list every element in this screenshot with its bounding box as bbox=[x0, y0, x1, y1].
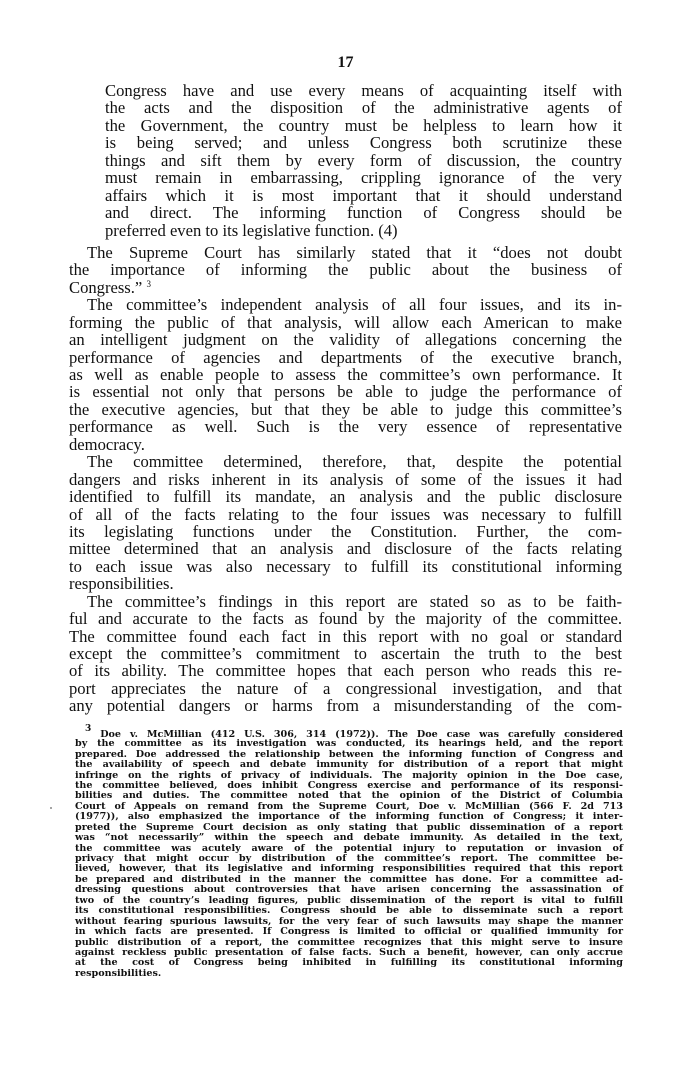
page-number: 17 bbox=[337, 54, 354, 71]
footnote-line: Court of Appeals on remand from the Supreme Court, Doe v. McMillian (566 F. 2d 713 bbox=[75, 800, 623, 812]
paragraph-line: forming the public of that analysis, will allow each American to make bbox=[69, 312, 622, 332]
paragraph-line: the executive agencies, but that they be able to judge this committee’s bbox=[69, 399, 622, 419]
paragraph-supreme-court bbox=[69, 244, 622, 296]
paragraph-line: The committee found each fact in this report with no goal or standard bbox=[69, 626, 622, 646]
paragraph-independent-analysis bbox=[69, 296, 622, 453]
paragraph-line-with-ref bbox=[69, 279, 622, 296]
quote-line: the Government, the country must be helpless to learn how it bbox=[105, 115, 622, 135]
paragraph-line: performance as well. Such is the very essence of representative bbox=[69, 417, 622, 437]
footnote-line: responsibilities. bbox=[75, 967, 162, 979]
paragraph-line: of its ability. The committee hopes that each person who reads this re- bbox=[69, 661, 622, 681]
footnote-line: bilities and duties. The committee noted that the opinion of the District of Columbia bbox=[75, 790, 623, 802]
footnote-3 bbox=[75, 723, 624, 980]
paragraph-line: to each issue was also necessary to fulfill its constitutional informing bbox=[69, 556, 622, 576]
footnote-marker: 3 bbox=[85, 723, 92, 734]
footnote-line: was “not necessarily” within the speech and debate immunity. As detailed in the text, bbox=[75, 832, 623, 844]
paragraph-committee-findings bbox=[69, 593, 622, 715]
paragraph-line: The Supreme Court has similarly stated that it “does not doubt bbox=[87, 242, 622, 262]
footnote-line: in which facts are presented. If Congress is limited to official or qualified immunity for bbox=[75, 926, 623, 938]
footnote-line: prepared. Doe addressed the relationship between the informing function of Congress and bbox=[75, 748, 623, 760]
footnote-line: without fearing spurious lawsuits, for the very fear of such lawsuits may shape the manner bbox=[75, 915, 623, 927]
paragraph-line: mittee determined that an analysis and disclosure of the facts relating bbox=[69, 539, 622, 559]
footnote-line: (1977)), also emphasized the importance of the informing function of Congress; it inter- bbox=[75, 811, 623, 823]
quote-line: Congress have and use every means of acquainting itself with bbox=[105, 81, 622, 100]
quote-line: preferred even to its legislative function. (4) bbox=[105, 220, 398, 240]
footnote-line: its constitutional responsibilities. Congress should be able to disseminate such a report bbox=[75, 905, 623, 917]
paragraph-line: The committee’s findings in this report are stated so as to be faith- bbox=[87, 591, 622, 611]
paragraph-line: responsibilities. bbox=[69, 574, 174, 594]
footnote-line: the committee believed, does inhibit Congress exercise and performance of its responsi- bbox=[75, 779, 623, 791]
footnote-reference[interactable]: 3 bbox=[146, 278, 151, 289]
quote-line: affairs which it is most important that it should understand bbox=[105, 185, 622, 205]
paragraph-line: is essential not only that persons be able to judge the performance of bbox=[69, 382, 622, 402]
footnote-line: at the cost of Congress being inhibited in fulfilling its constitutional informing bbox=[75, 957, 623, 969]
paragraph-line: an intelligent judgment on the validity of allegations concerning the bbox=[69, 330, 622, 350]
footnote-line: be prepared and distributed in the manner the committee has done. For a committee ad- bbox=[75, 873, 623, 885]
footnote-line: infringe on the rights of privacy of individuals. The majority opinion in the Doe case, bbox=[75, 769, 623, 781]
footnote-line: two of the country’s leading figures, public dissemination of the report is vital to fulfill bbox=[75, 894, 623, 906]
footnote-line: lieved, however, that its legislative and informing responsibilities required that this report bbox=[75, 863, 623, 875]
paragraph-line: of all of the facts relating to the four issues was necessary to fulfill bbox=[69, 504, 622, 524]
paragraph-line: dangers and risks inherent in its analysis of some of the issues it had bbox=[69, 469, 622, 489]
paragraph-line: the importance of informing the public about the business of bbox=[69, 260, 622, 280]
quote-line: the acts and the disposition of the administrative agents of bbox=[105, 98, 622, 118]
footnote-line: against reckless public presentation of false facts. Such a benefit, however, can only accrue bbox=[75, 946, 623, 958]
scan-speck bbox=[50, 807, 52, 809]
paragraph-line: port appreciates the nature of a congressional investigation, and that bbox=[69, 678, 622, 698]
paragraph-line: democracy. bbox=[69, 434, 145, 454]
footnote-line: the availability of speech and debate immunity for distribution of a report that might bbox=[75, 759, 623, 771]
paragraph-committee-determined bbox=[69, 453, 622, 593]
footnote-line: by the committee as its investigation was conducted, its hearings held, and the report bbox=[75, 738, 623, 750]
paragraph-line: The committee determined, therefore, that, despite the potential bbox=[87, 452, 622, 472]
paragraph-line: its legislating functions under the Constitution. Further, the com- bbox=[69, 521, 622, 541]
paragraph-line: any potential dangers or harms from a misunderstanding of the com- bbox=[69, 696, 622, 716]
paragraph-line-text: Congress.” bbox=[69, 277, 143, 297]
quote-line: must remain in embarrassing, crippling ignorance of the very bbox=[105, 168, 622, 188]
paragraph-line: except the committee’s commitment to ascertain the truth to the best bbox=[69, 644, 622, 663]
quote-line: things and sift them by every form of discussion, the country bbox=[105, 150, 622, 170]
footnote-line: dressing questions about controversies that have arisen concerning the assassination of bbox=[75, 884, 623, 896]
body-text bbox=[69, 82, 622, 715]
footnote-line-text: Doe v. McMillian (412 U.S. 306, 314 (1972)). The Doe case was carefully considered bbox=[100, 728, 624, 740]
footnote-line: the committee was acutely aware of the potential injury to reputation or invasion of bbox=[75, 842, 623, 854]
footnote-line: privacy that might occur by distribution of the committee’s report. The committee be- bbox=[75, 853, 623, 864]
footnote-line: preted the Supreme Court decision as only stating that public dissemination of a report bbox=[75, 821, 623, 833]
footnote-line: public distribution of a report, the committee recognizes that this might serve to insure bbox=[75, 936, 623, 948]
paragraph-line: The committee’s independent analysis of all four issues, and its in- bbox=[87, 295, 622, 315]
quote-line: and direct. The informing function of Congress should be bbox=[105, 203, 622, 223]
paragraph-line: ful and accurate to the facts as found by the majority of the committee. bbox=[69, 609, 622, 629]
quote-line: is being served; and unless Congress both scrutinize these bbox=[105, 133, 622, 153]
paragraph-line: identified to fulfill its mandate, an analysis and the public disclosure bbox=[69, 487, 622, 507]
paragraph-line: as well as enable people to assess the committee’s own performance. It bbox=[69, 365, 622, 384]
paragraph-line: performance of agencies and departments of the executive branch, bbox=[69, 347, 622, 367]
block-quote bbox=[105, 82, 622, 239]
